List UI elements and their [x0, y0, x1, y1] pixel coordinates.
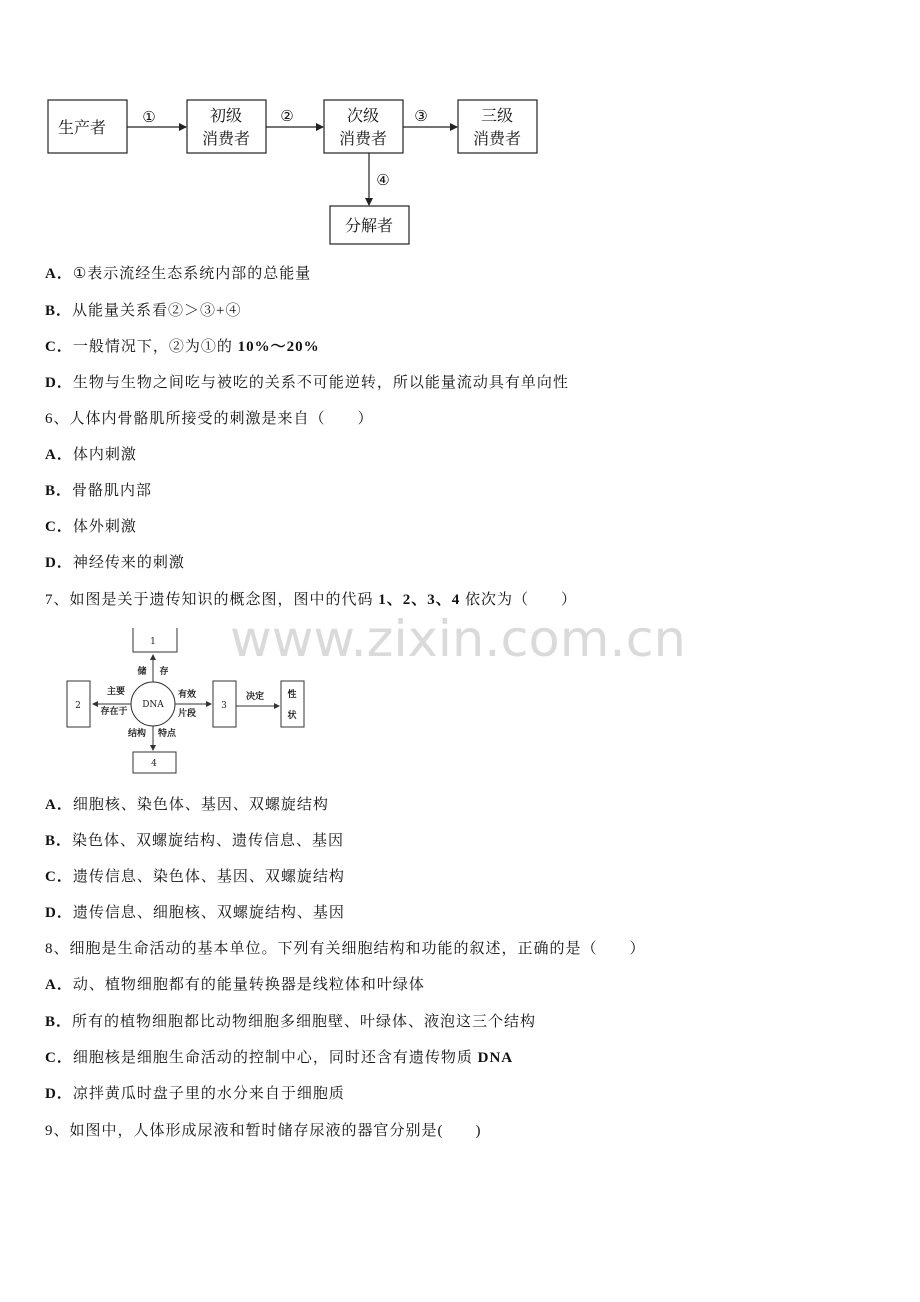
option-letter: A．: [45, 977, 73, 993]
q7-option-c: [45, 867, 345, 887]
q5-option-c: [45, 337, 320, 357]
option-letter: B．: [45, 483, 73, 499]
q8-option-b: [45, 1012, 536, 1032]
option-letter: D．: [45, 1086, 73, 1102]
q7-stem-codes: 1、2、3、4: [378, 592, 461, 608]
q7-option-a: [45, 795, 329, 815]
option-letter: A．: [45, 447, 73, 463]
primary-consumer-line1: 初级: [209, 106, 243, 125]
q7-option-b: [45, 831, 344, 851]
option-text: 生物与生物之间吃与被吃的关系不可能逆转，所以能量流动具有单向性: [72, 375, 569, 391]
option-text: 所有的植物细胞都比动物细胞多细胞壁、叶绿体、液泡这三个结构: [72, 1014, 537, 1030]
left-top-label: 主要: [106, 687, 126, 697]
trait-label-1: 性: [287, 690, 297, 700]
q6-option-c: [45, 517, 137, 537]
up-right-label: 存: [159, 667, 169, 677]
option-letter: C．: [45, 339, 73, 355]
watermark-text: www.zixin.com.cn: [230, 610, 686, 668]
dna-label: DNA: [142, 700, 164, 710]
option-letter: B．: [45, 833, 73, 849]
up-left-label: 储: [137, 667, 147, 677]
down-left-label: 结构: [127, 729, 147, 739]
option-letter: C．: [45, 519, 73, 535]
secondary-consumer-line1: 次级: [346, 106, 380, 125]
option-letter: D．: [45, 905, 73, 921]
flow-label-4: ④: [376, 171, 390, 189]
q8-option-d: [45, 1084, 345, 1104]
option-text: 从能量关系看②＞③+④: [72, 303, 242, 319]
option-letter: D．: [45, 555, 73, 571]
food-chain-diagram: [0, 90, 560, 250]
q7-stem-text: 7、如图是关于遗传知识的概念图，图中的代码: [45, 592, 379, 608]
option-text: 体内刺激: [72, 447, 137, 463]
q5-option-a: [45, 264, 311, 284]
option-text: 染色体、双螺旋结构、遗传信息、基因: [72, 833, 345, 849]
dna-concept-map: [60, 625, 310, 777]
option-letter: A．: [45, 266, 73, 282]
q9-stem: 9、如图中，人体形成尿液和暂时储存尿液的器官分别是( ): [45, 1123, 482, 1139]
option-text: 骨骼肌内部: [72, 483, 153, 499]
q6-option-b: [45, 481, 152, 501]
q5-option-b: [45, 301, 241, 321]
concept-box-3-label: 3: [221, 701, 227, 711]
q8-option-a: [45, 975, 425, 995]
option-text: 遗传信息、细胞核、双螺旋结构、基因: [72, 905, 345, 921]
flow-label-3: ③: [414, 107, 428, 125]
tertiary-consumer-line1: 三级: [480, 106, 514, 125]
left-bottom-label: 存在于: [100, 707, 128, 717]
option-letter: D．: [45, 375, 73, 391]
option-letter: C．: [45, 1050, 73, 1066]
producer-label: 生产者: [57, 118, 107, 137]
option-text: 细胞核、染色体、基因、双螺旋结构: [72, 797, 329, 813]
q8-stem: 8、细胞是生命活动的基本单位。下列有关细胞结构和功能的叙述，正确的是（ ）: [45, 941, 646, 957]
q6-stem: 6、人体内骨骼肌所接受的刺激是来自（ ）: [45, 411, 374, 427]
trait-label-2: 状: [287, 711, 297, 721]
primary-consumer-line2: 消费者: [201, 129, 251, 148]
secondary-consumer-line2: 消费者: [338, 129, 388, 148]
option-text: 体外刺激: [72, 519, 137, 535]
option-text: 细胞核是细胞生命活动的控制中心，同时还含有遗传物质: [72, 1050, 478, 1066]
option-letter: C．: [45, 869, 73, 885]
option-letter: B．: [45, 1014, 73, 1030]
option-bold-text: DNA: [477, 1050, 514, 1066]
option-letter: B．: [45, 303, 73, 319]
q7-stem-end: 依次为（ ）: [460, 592, 578, 608]
tertiary-consumer-line2: 消费者: [472, 129, 522, 148]
option-text: 一般情况下，②为①的: [72, 339, 238, 355]
concept-box-1-label: 1: [150, 637, 156, 647]
option-text: 遗传信息、染色体、基因、双螺旋结构: [72, 869, 345, 885]
q8-option-c: [45, 1048, 513, 1068]
q5-option-d: [45, 373, 569, 393]
concept-box-2-label: 2: [75, 701, 81, 711]
decide-label: 决定: [245, 692, 265, 702]
q6-option-a: [45, 445, 137, 465]
right-top-label: 有效: [177, 690, 197, 700]
concept-box-4-label: 4: [151, 759, 157, 769]
q6-option-d: [45, 553, 185, 573]
option-text: 神经传来的刺激: [72, 555, 185, 571]
down-right-label: 特点: [157, 729, 177, 739]
option-text: 凉拌黄瓜时盘子里的水分来自于细胞质: [72, 1086, 345, 1102]
q7-option-d: [45, 903, 345, 923]
option-text: 动、植物细胞都有的能量转换器是线粒体和叶绿体: [72, 977, 425, 993]
flow-label-2: ②: [280, 107, 294, 125]
option-text: ①表示流经生态系统内部的总能量: [72, 266, 312, 282]
decomposer-label: 分解者: [344, 216, 394, 235]
option-letter: A．: [45, 797, 73, 813]
right-bottom-label: 片段: [177, 709, 197, 719]
option-bold-text: 10%～20%: [237, 339, 320, 355]
flow-label-1: ①: [142, 108, 156, 126]
